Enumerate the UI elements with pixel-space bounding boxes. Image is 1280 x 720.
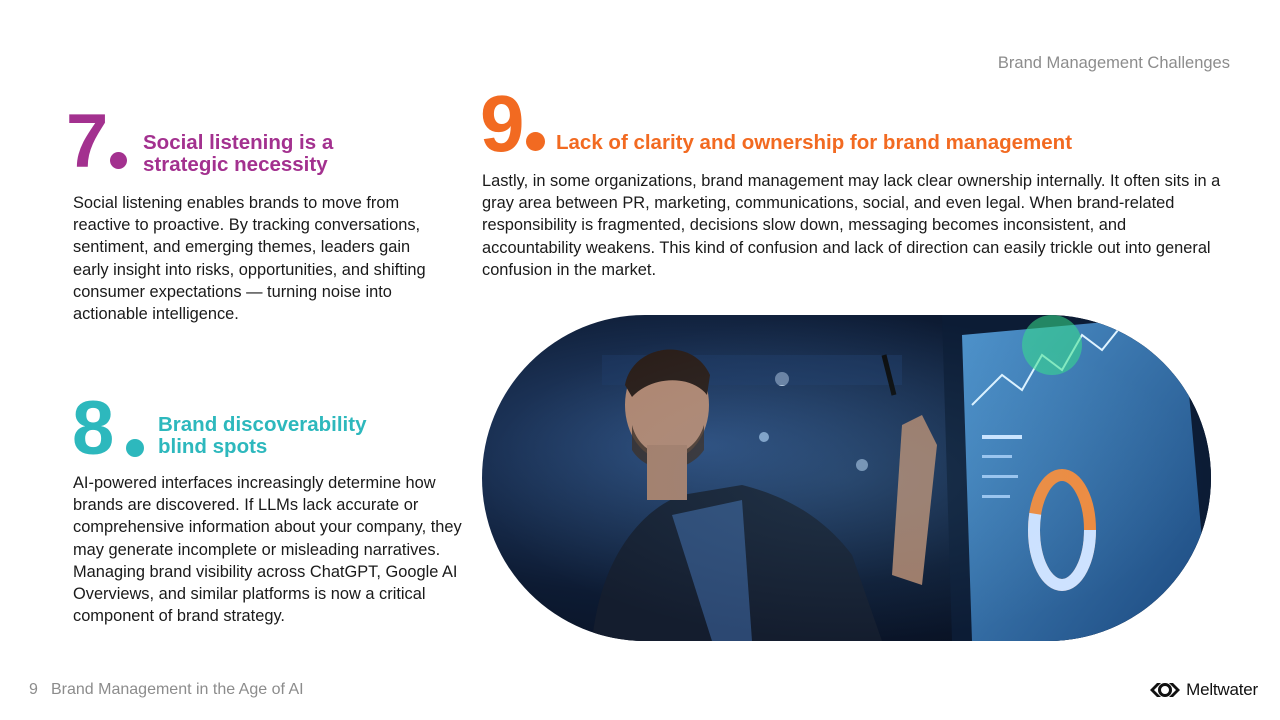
section-title: Lack of clarity and ownership for brand management — [556, 131, 1073, 154]
section-title-line: Social listening is a — [143, 131, 334, 154]
logo-text: Meltwater — [1186, 680, 1258, 699]
section-title-line: blind spots — [158, 435, 268, 458]
section-number: 7 — [66, 99, 107, 184]
section-body: Social listening enables brands to move from reactive to proactive. By tracking conversations, sentiment, and emerging themes, leaders gain early insight into risks, opportunities, and shifting consumer expectations — turning noise into actionable intelligence. — [73, 194, 426, 324]
section-title — [158, 414, 438, 458]
number-dot — [526, 132, 545, 151]
section-number: 9 — [480, 79, 523, 168]
section-body: AI-powered interfaces increasingly determine how brands are discovered. If LLMs lack accurate or comprehensive information about your company, they may generate incomplete or misleading narratives. Managing brand visibility across ChatGPT, Google AI Overviews, and similar platforms is now a critical component of brand strategy. — [73, 474, 462, 626]
section-title — [143, 132, 403, 176]
section-title-line: strategic necessity — [143, 153, 328, 176]
header-title: Brand Management Challenges — [997, 54, 1230, 72]
page-number: 9 — [29, 681, 38, 698]
presenter-photo — [482, 315, 1211, 641]
footer-doc-title: Brand Management in the Age of AI — [51, 681, 304, 698]
meltwater-logo-icon — [1148, 681, 1182, 699]
presenter-illustration — [482, 315, 1211, 641]
section-body: Lastly, in some organizations, brand management may lack clear ownership internally. It often sits in a gray area between PR, marketing, communications, social, and even legal. When brand-related responsibility is fragmented, decisions slow down, messaging becomes inconsistent, and accountability weakens. This kind of confusion and lack of direction can easily trickle out into general confusion in the market. — [482, 172, 1221, 279]
number-dot — [110, 152, 127, 169]
meltwater-logo — [1148, 680, 1258, 700]
section-number: 8 — [72, 386, 113, 471]
number-dot — [126, 439, 144, 457]
section-title-line: Brand discoverability — [158, 413, 367, 436]
